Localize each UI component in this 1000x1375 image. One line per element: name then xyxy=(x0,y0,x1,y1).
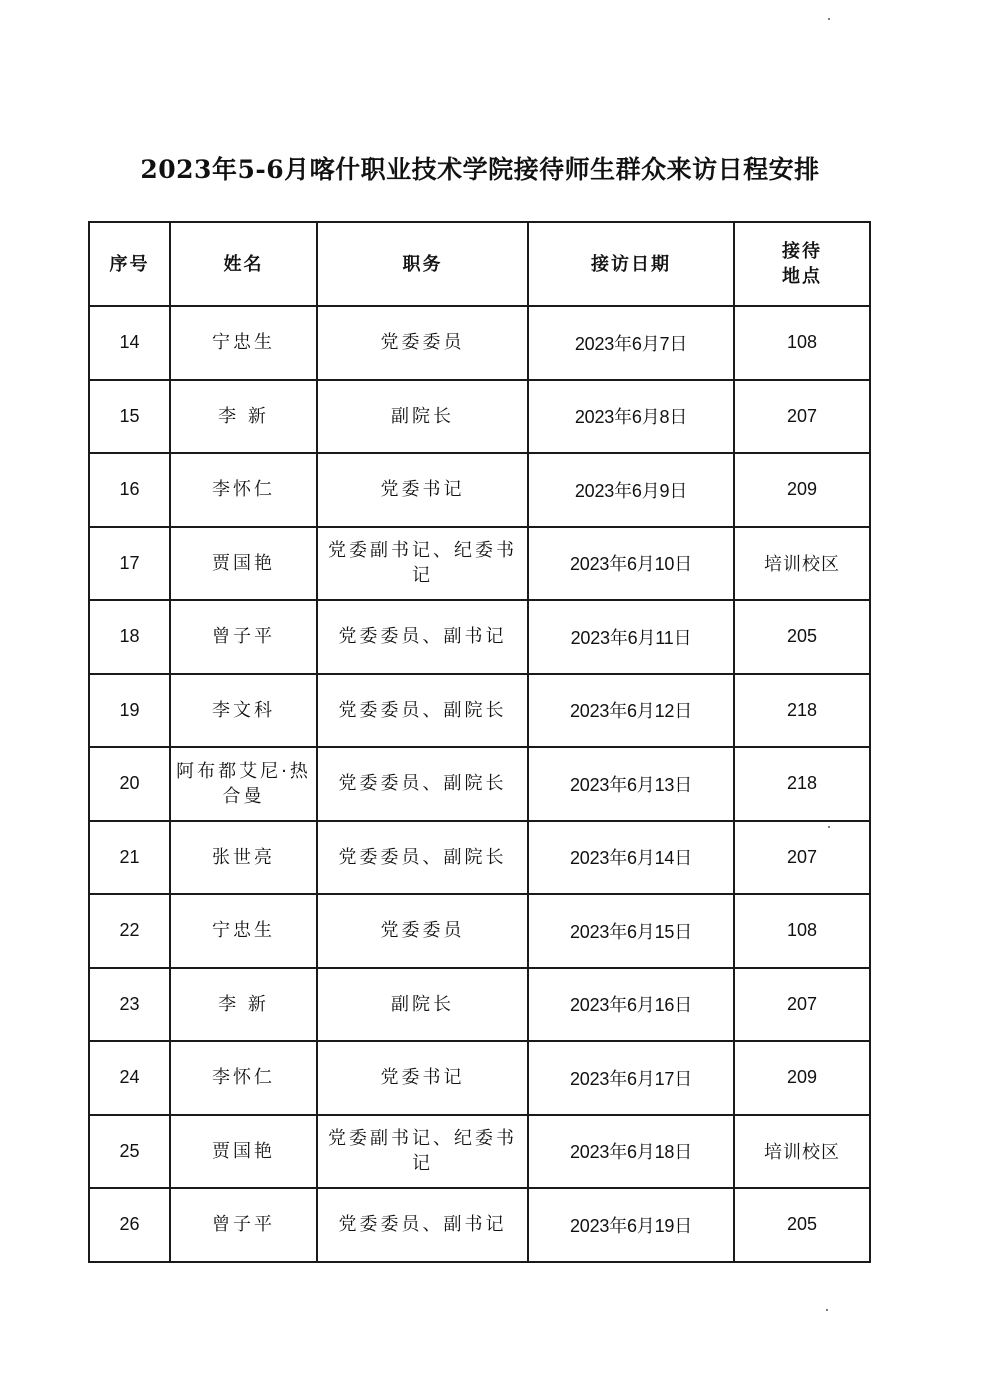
cell-seq: 14 xyxy=(89,306,170,380)
cell-place: 218 xyxy=(734,747,870,821)
cell-date: 2023年6月7日 xyxy=(528,306,734,380)
header-name: 姓名 xyxy=(170,222,317,306)
cell-seq: 15 xyxy=(89,380,170,454)
table-row xyxy=(89,1041,870,1115)
cell-place: 108 xyxy=(734,894,870,968)
cell-seq: 19 xyxy=(89,674,170,748)
header-seq: 序号 xyxy=(89,222,170,306)
cell-date: 2023年6月13日 xyxy=(528,747,734,821)
page-title: 2023年5-6月喀什职业技术学院接待师生群众来访日程安排 xyxy=(140,155,820,184)
cell-name: 阿布都艾尼·热合曼 xyxy=(170,747,317,821)
table-row xyxy=(89,380,870,454)
cell-seq: 26 xyxy=(89,1188,170,1262)
cell-place: 205 xyxy=(734,600,870,674)
table-row xyxy=(89,894,870,968)
table-row xyxy=(89,527,870,601)
cell-date: 2023年6月8日 xyxy=(528,380,734,454)
cell-seq: 22 xyxy=(89,894,170,968)
table-row xyxy=(89,674,870,748)
cell-place: 培训校区 xyxy=(734,1115,870,1189)
cell-place: 207 xyxy=(734,968,870,1042)
table-row xyxy=(89,1188,870,1262)
cell-seq: 23 xyxy=(89,968,170,1042)
cell-place: 209 xyxy=(734,453,870,527)
table-row xyxy=(89,306,870,380)
cell-name: 张世亮 xyxy=(170,821,317,895)
header-place xyxy=(734,222,870,306)
cell-date: 2023年6月17日 xyxy=(528,1041,734,1115)
cell-seq: 21 xyxy=(89,821,170,895)
header-place-line2: 地点 xyxy=(782,266,822,287)
cell-name: 曾子平 xyxy=(170,1188,317,1262)
cell-role: 党委委员、副书记 xyxy=(317,600,528,674)
cell-date: 2023年6月14日 xyxy=(528,821,734,895)
header-role: 职务 xyxy=(317,222,528,306)
cell-seq: 17 xyxy=(89,527,170,601)
header-date: 接访日期 xyxy=(528,222,734,306)
cell-seq: 18 xyxy=(89,600,170,674)
cell-place: 207 xyxy=(734,821,870,895)
scan-speck xyxy=(826,1309,828,1311)
cell-place: 108 xyxy=(734,306,870,380)
cell-name: 李怀仁 xyxy=(170,1041,317,1115)
cell-role: 党委委员、副院长 xyxy=(317,674,528,748)
cell-name: 曾子平 xyxy=(170,600,317,674)
cell-place: 218 xyxy=(734,674,870,748)
cell-name: 李 新 xyxy=(170,380,317,454)
table-row xyxy=(89,453,870,527)
table-row xyxy=(89,968,870,1042)
cell-place: 205 xyxy=(734,1188,870,1262)
cell-date: 2023年6月15日 xyxy=(528,894,734,968)
cell-name: 李怀仁 xyxy=(170,453,317,527)
cell-role: 党委委员 xyxy=(317,306,528,380)
cell-role: 党委委员 xyxy=(317,894,528,968)
cell-date: 2023年6月10日 xyxy=(528,527,734,601)
cell-seq: 25 xyxy=(89,1115,170,1189)
cell-date: 2023年6月19日 xyxy=(528,1188,734,1262)
cell-role: 党委委员、副书记 xyxy=(317,1188,528,1262)
table-row xyxy=(89,1115,870,1189)
schedule-table xyxy=(88,221,871,1263)
cell-role: 党委副书记、纪委书记 xyxy=(317,527,528,601)
cell-name: 李 新 xyxy=(170,968,317,1042)
cell-place: 培训校区 xyxy=(734,527,870,601)
table-body xyxy=(89,306,870,1262)
cell-role: 党委委员、副院长 xyxy=(317,747,528,821)
cell-role: 副院长 xyxy=(317,380,528,454)
header-place-line1: 接待 xyxy=(782,241,822,262)
cell-role: 党委书记 xyxy=(317,453,528,527)
cell-name: 贾国艳 xyxy=(170,1115,317,1189)
cell-date: 2023年6月9日 xyxy=(528,453,734,527)
cell-place: 207 xyxy=(734,380,870,454)
cell-date: 2023年6月11日 xyxy=(528,600,734,674)
table-row xyxy=(89,821,870,895)
cell-role: 党委副书记、纪委书记 xyxy=(317,1115,528,1189)
scan-speck xyxy=(828,18,830,20)
cell-name: 李文科 xyxy=(170,674,317,748)
scan-speck xyxy=(828,826,830,828)
cell-seq: 20 xyxy=(89,747,170,821)
table-header-row xyxy=(89,222,870,306)
cell-date: 2023年6月12日 xyxy=(528,674,734,748)
cell-role: 副院长 xyxy=(317,968,528,1042)
cell-place: 209 xyxy=(734,1041,870,1115)
cell-role: 党委委员、副院长 xyxy=(317,821,528,895)
cell-role: 党委书记 xyxy=(317,1041,528,1115)
cell-name: 贾国艳 xyxy=(170,527,317,601)
cell-date: 2023年6月16日 xyxy=(528,968,734,1042)
cell-seq: 24 xyxy=(89,1041,170,1115)
cell-seq: 16 xyxy=(89,453,170,527)
table-row xyxy=(89,747,870,821)
table-row xyxy=(89,600,870,674)
cell-date: 2023年6月18日 xyxy=(528,1115,734,1189)
cell-name: 宁忠生 xyxy=(170,894,317,968)
cell-name: 宁忠生 xyxy=(170,306,317,380)
